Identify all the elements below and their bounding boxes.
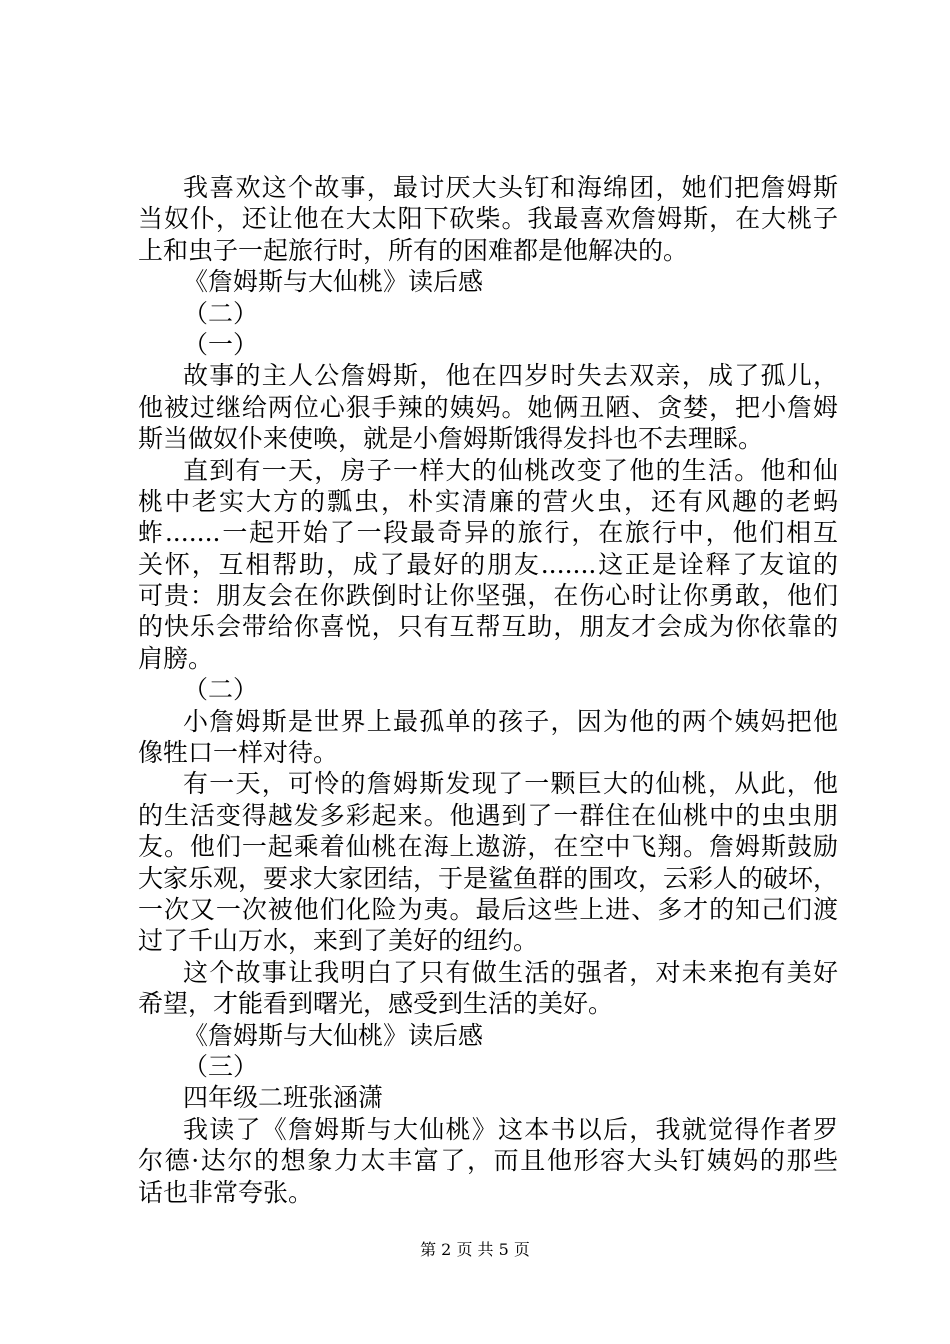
text-line: 大家乐观，要求大家团结，于是鲨鱼群的围攻，云彩人的破坏， [138, 863, 839, 893]
text-line: 我喜欢这个故事，最讨厌大头钉和海绵团，她们把詹姆斯 [183, 173, 838, 202]
text-line: （三） [183, 1051, 259, 1081]
text-line: 故事的主人公詹姆斯，他在四岁时失去双亲，成了孤儿， [183, 361, 838, 391]
text-line: 这个故事让我明白了只有做生活的强者，对未来抱有美好 [183, 957, 838, 987]
text-line: 直到有一天，房子一样大的仙桃改变了他的生活。他和仙 [183, 455, 838, 485]
text-line: 有一天，可怜的詹姆斯发现了一颗巨大的仙桃，从此，他 [183, 769, 838, 799]
text-line: 上和虫子一起旅行时，所有的困难都是他解决的。 [138, 235, 689, 265]
text-line: （一） [183, 329, 259, 359]
text-line: 希望，才能看到曙光，感受到生活的美好。 [138, 989, 614, 1019]
text-line: 的生活变得越发多彩起来。他遇到了一群住在仙桃中的虫虫朋 [138, 800, 838, 830]
text-line: （二） [183, 298, 259, 328]
text-line: 肩膀。 [138, 643, 214, 673]
text-line: 一次又一次被他们化险为夷。最后这些上进、多才的知己们渡 [138, 894, 838, 924]
text-line: 我读了《詹姆斯与大仙桃》这本书以后，我就觉得作者罗 [183, 1114, 838, 1144]
text-line: 关怀，互相帮助，成了最好的朋友.......这正是诠释了友谊的 [138, 549, 838, 579]
text-line: 小詹姆斯是世界上最孤单的孩子，因为他的两个姨妈把他 [183, 706, 838, 736]
text-line: 当奴仆，还让他在大太阳下砍柴。我最喜欢詹姆斯，在大桃子 [138, 204, 838, 234]
text-line: 蚱.......一起开始了一段最奇异的旅行，在旅行中，他们相互 [138, 518, 838, 548]
text-line: 友。他们一起乘着仙桃在海上遨游，在空中飞翔。詹姆斯鼓励 [138, 832, 838, 862]
text-line: 话也非常夸张。 [138, 1177, 314, 1207]
text-line: 斯当做奴仆来使唤，就是小詹姆斯饿得发抖也不去理睬。 [138, 424, 764, 454]
text-line: 可贵：朋友会在你跌倒时让你坚强，在伤心时让你勇敢，他们 [138, 581, 838, 611]
document-body [138, 172, 838, 1208]
text-line: 的快乐会带给你喜悦，只有互帮互助，朋友才会成为你依靠的 [138, 612, 838, 642]
text-line: 尔德·达尔的想象力太丰富了，而且他形容大头钉姨妈的那些 [138, 1146, 838, 1176]
text-line: 四年级二班张涵潇 [183, 1083, 384, 1113]
text-line: 他被过继给两位心狠手辣的姨妈。她俩丑陋、贪婪，把小詹姆 [138, 392, 838, 422]
text-line: （二） [183, 675, 259, 705]
text-line: 《詹姆斯与大仙桃》读后感 [183, 1020, 484, 1050]
text-line: 《詹姆斯与大仙桃》读后感 [183, 267, 484, 297]
text-line: 桃中老实大方的瓢虫，朴实清廉的营火虫，还有风趣的老蚂 [138, 486, 838, 516]
text-line: 过了千山万水，来到了美好的纽约。 [138, 926, 539, 956]
page-footer: 第 2 页 共 5 页 [420, 1240, 530, 1259]
text-line: 像牲口一样对待。 [138, 738, 339, 768]
